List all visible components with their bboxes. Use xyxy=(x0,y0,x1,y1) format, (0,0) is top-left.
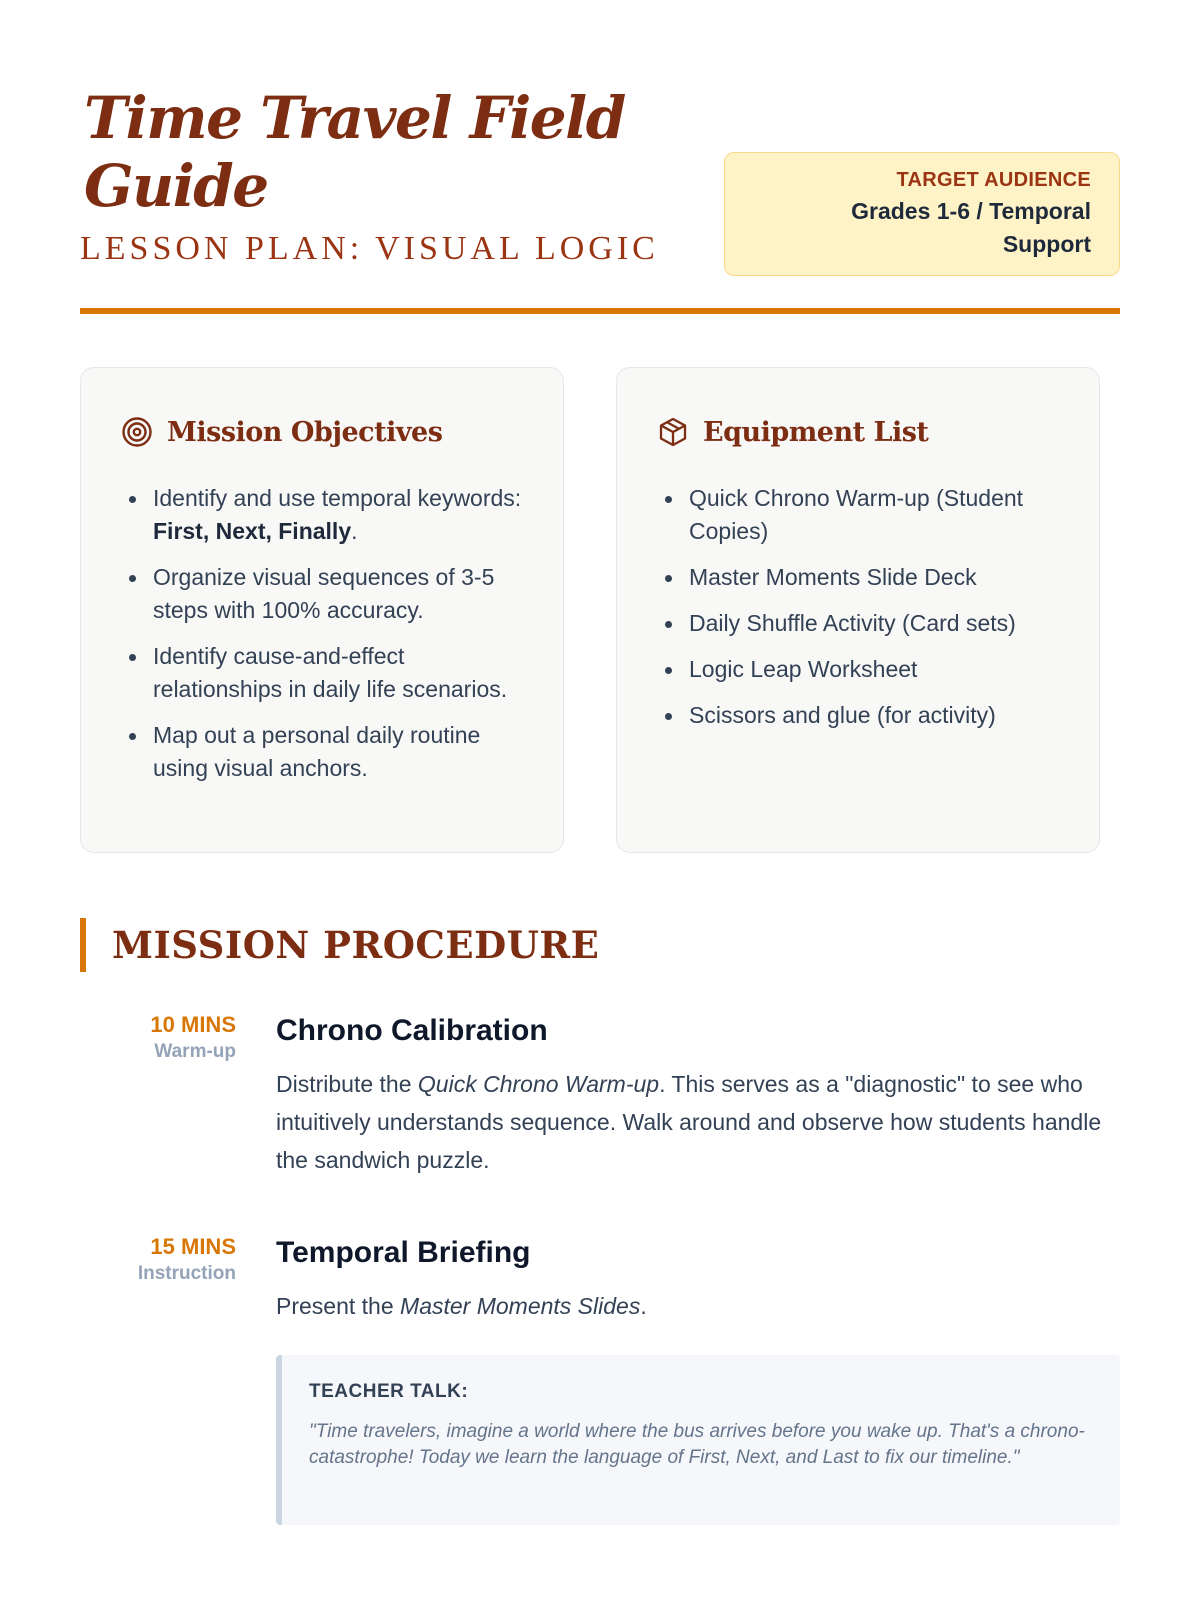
step-text-end: . xyxy=(640,1293,647,1319)
step-body xyxy=(276,1234,1120,1325)
equipment-title: Equipment List xyxy=(703,416,929,448)
target-audience-box xyxy=(724,152,1120,276)
list-item: Daily Shuffle Activity (Card sets) xyxy=(657,607,1059,640)
page-title: Time Travel Field Guide xyxy=(84,84,625,220)
teacher-talk-box xyxy=(276,1355,1120,1525)
step-phase: Warm-up xyxy=(154,1041,236,1062)
list-item: Map out a personal daily routine using visual anchors. xyxy=(121,719,523,785)
teacher-talk-quote: "Time travelers, imagine a world where the bus arrives before you wake up. That's a chrono-catastrophe! Today we learn the language of First, Next, and Last to fix our timeline." xyxy=(309,1421,1085,1468)
step-description xyxy=(276,1065,1120,1179)
box-icon xyxy=(657,416,689,448)
list-item: Organize visual sequences of 3-5 steps with 100% accuracy. xyxy=(121,561,523,627)
objectives-title: Mission Objectives xyxy=(167,416,443,448)
step-timing xyxy=(80,1234,236,1288)
step-body xyxy=(276,1012,1120,1179)
audience-value-line1: Grades 1-6 / Temporal xyxy=(851,198,1091,224)
page-subtitle: LESSON PLAN: VISUAL LOGIC xyxy=(80,230,659,267)
step-text-start: Distribute the xyxy=(276,1071,418,1097)
step-material: Master Moments Slides xyxy=(400,1293,641,1319)
teacher-talk-label: TEACHER TALK: xyxy=(309,1381,469,1402)
equipment-list xyxy=(657,482,1059,732)
objectives-list xyxy=(121,482,523,785)
header-divider xyxy=(80,308,1120,314)
list-item xyxy=(121,482,523,548)
step-material: Quick Chrono Warm-up xyxy=(417,1071,660,1097)
page-header xyxy=(80,80,1120,320)
list-item: Scissors and glue (for activity) xyxy=(657,699,1059,732)
procedure-heading xyxy=(80,918,599,972)
audience-value-line2: Support xyxy=(1002,231,1091,257)
step-title: Temporal Briefing xyxy=(276,1236,531,1269)
step-text-start: Present the xyxy=(276,1293,401,1319)
list-item: Identify cause-and-effect relationships in daily life scenarios. xyxy=(121,640,523,706)
target-icon xyxy=(121,416,153,448)
equipment-card xyxy=(616,367,1100,853)
audience-value xyxy=(745,195,1091,261)
step-duration: 10 MINS xyxy=(150,1012,236,1037)
step-text-end: . This serves as a "diagnostic" to see who intuitively understands sequence. Walk around and observe how students handle the sandwich puzzle. xyxy=(276,1071,1102,1173)
step-description xyxy=(276,1287,1120,1325)
step-title: Chrono Calibration xyxy=(276,1014,548,1047)
list-item: Master Moments Slide Deck xyxy=(657,561,1059,594)
equipment-header xyxy=(657,412,1059,452)
list-item: Logic Leap Worksheet xyxy=(657,653,1059,686)
objective-text: Identify and use temporal keywords: xyxy=(153,485,522,511)
list-item: Quick Chrono Warm-up (Student Copies) xyxy=(657,482,1059,548)
step-timing xyxy=(80,1012,236,1066)
objective-keywords: First, Next, Finally xyxy=(153,518,352,544)
objectives-card xyxy=(80,367,564,853)
step-duration: 15 MINS xyxy=(150,1234,236,1259)
objective-text-end: . xyxy=(351,518,358,544)
procedure-title: MISSION PROCEDURE xyxy=(112,923,600,967)
audience-label: TARGET AUDIENCE xyxy=(896,169,1091,191)
objectives-header xyxy=(121,412,523,452)
step-phase: Instruction xyxy=(137,1263,236,1284)
